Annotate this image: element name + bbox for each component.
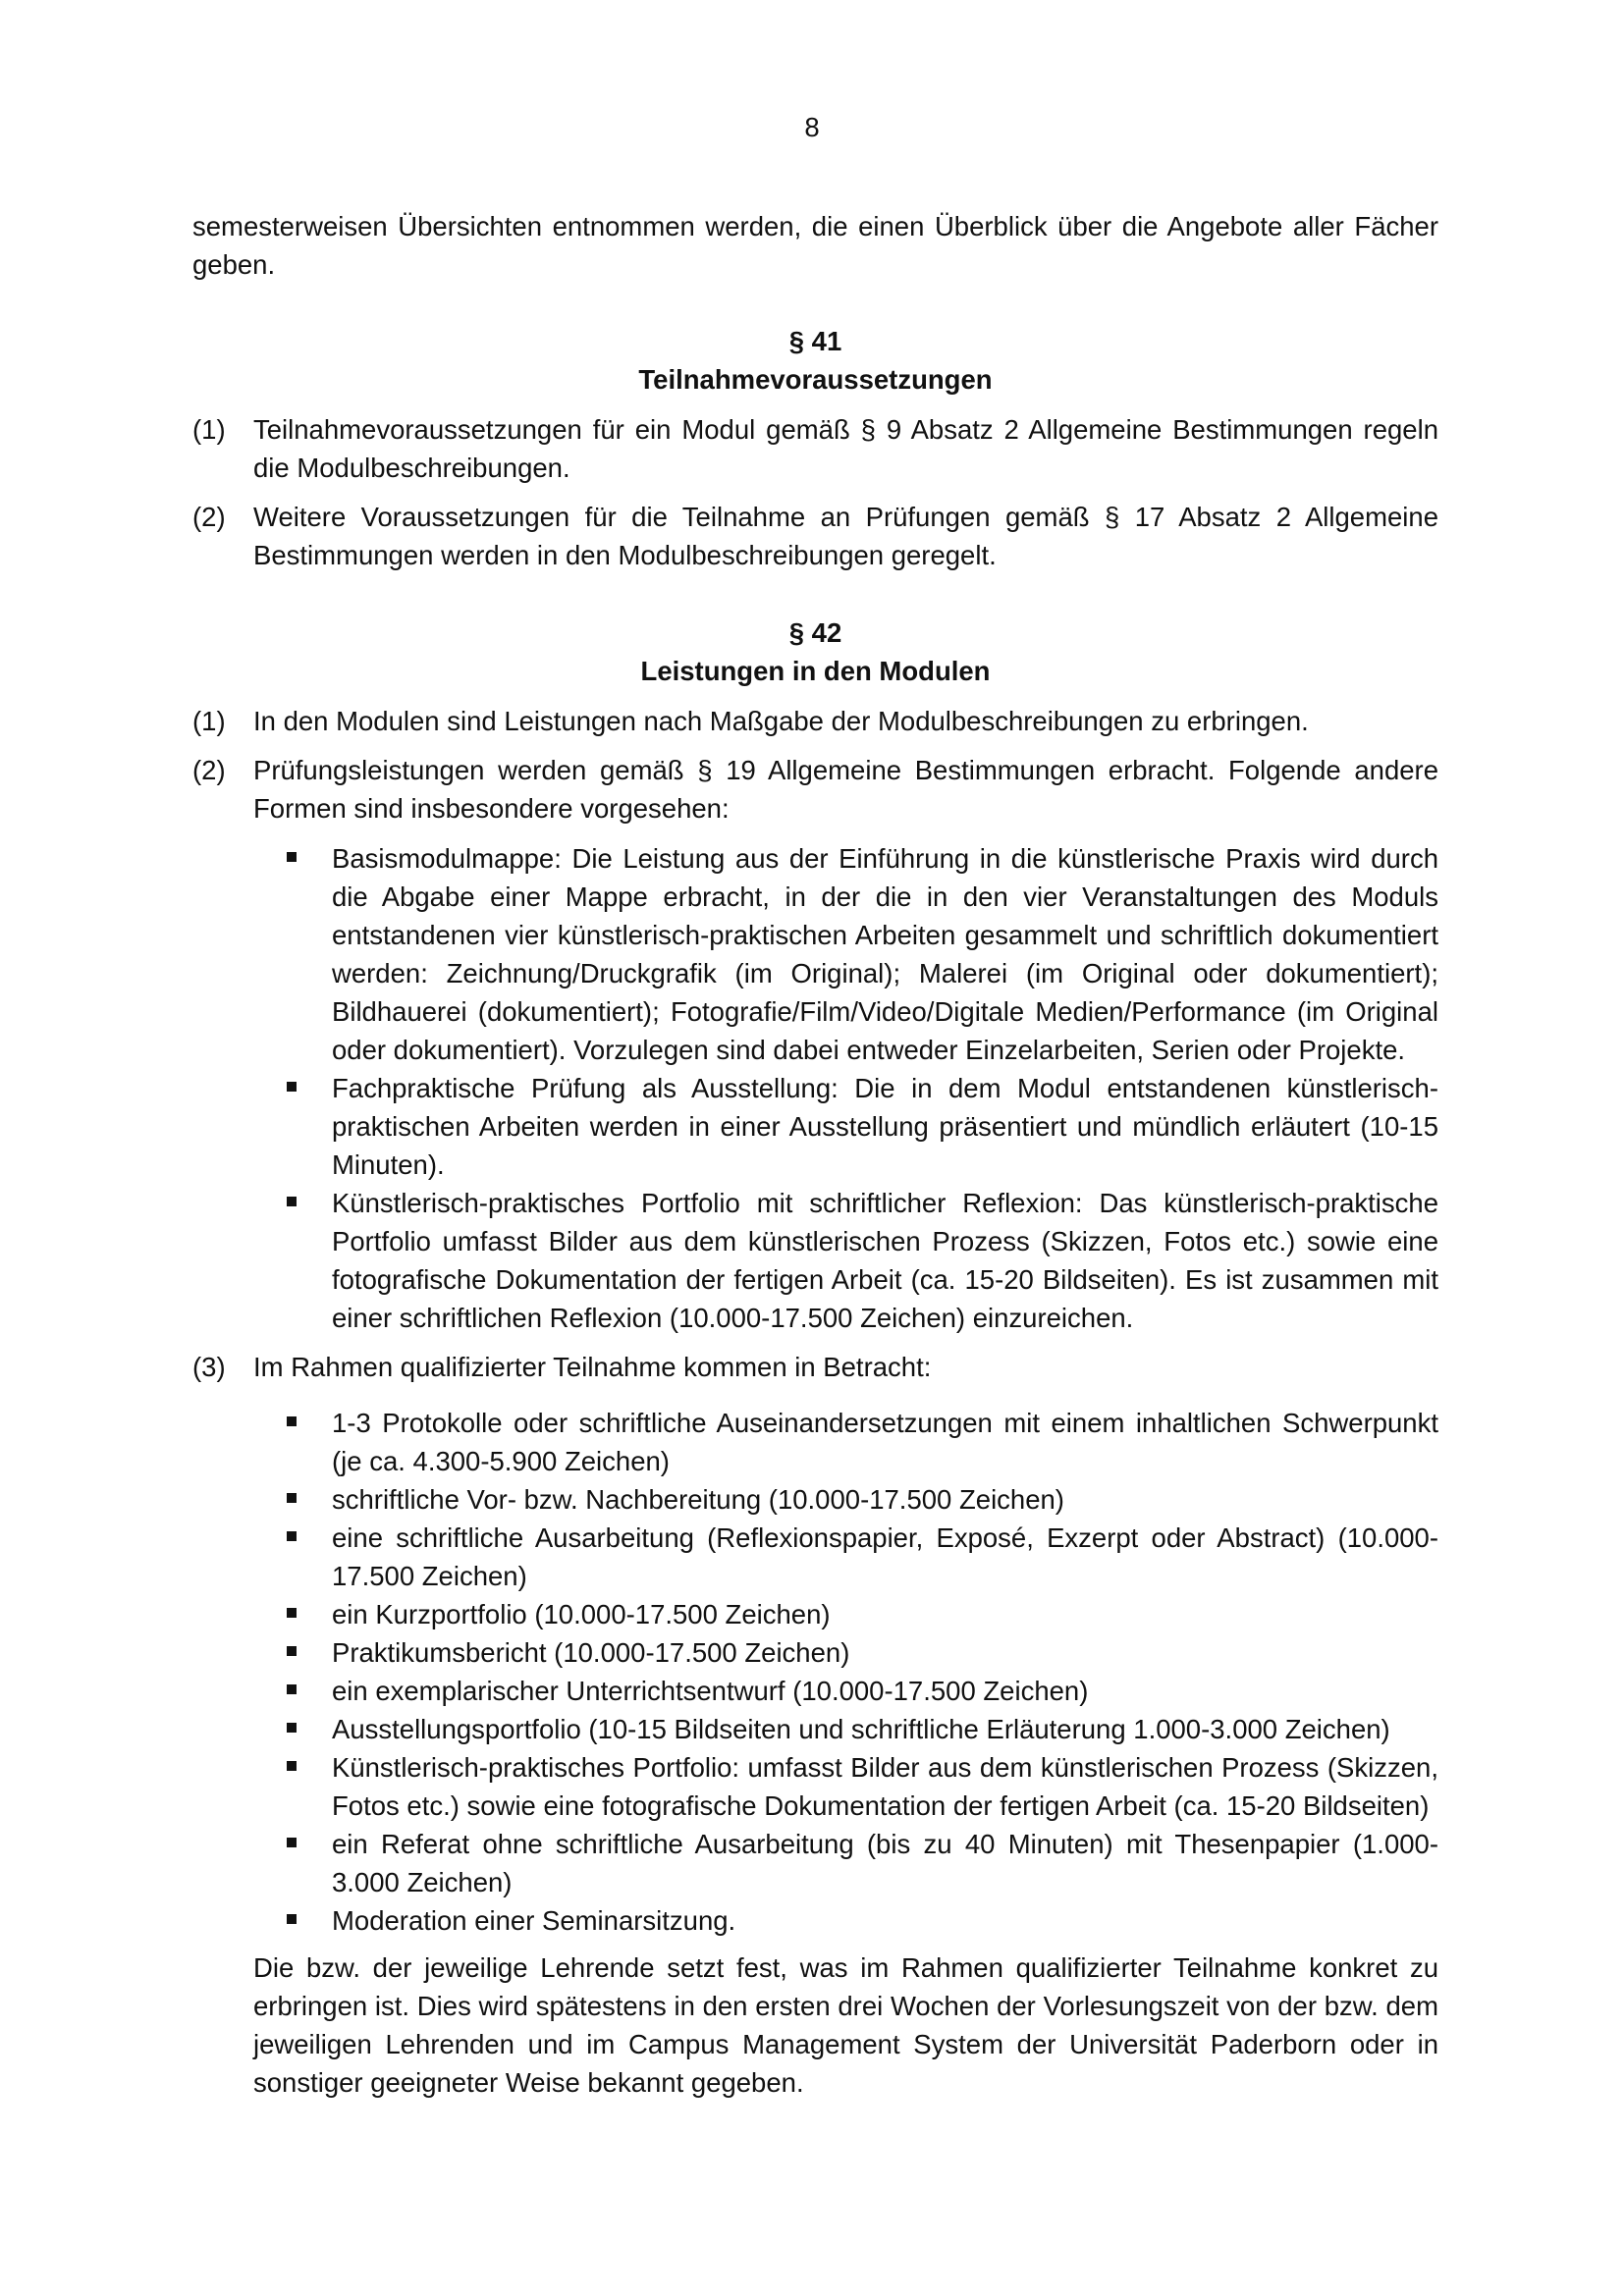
list-item: Basismodulmappe: Die Leistung aus der Einführung in die künstlerische Praxis wird durch die Abgabe einer Mappe erbracht, in der die in den vier Veranstaltungen des Moduls entstandenen vier künstlerisch-praktischen Arbeiten gesammelt und schriftlich dokumentiert werden: Zeichnung/Druckgrafik (im Original); Malerei (im Original oder dokumentiert); Bildhauerei (dokumentiert); Fotografie/Film/Video/Digitale Medien/Performance (im Original oder dokumentiert). Vorzulegen sind dabei entweder Einzelarbeiten, Serien oder Projekte. [253,839,1438,1069]
list-item: Fachpraktische Prüfung als Ausstellung: Die in dem Modul entstandenen künstlerisch-praktischen Arbeiten werden in einer Ausstellung präsentiert und mündlich erläutert (10-15 Minuten). [253,1069,1438,1184]
item-text: Weitere Voraussetzungen für die Teilnahme an Prüfungen gemäß § 17 Absatz 2 Allgemeine Bestimmungen werden in den Modulbeschreibungen geregelt. [253,502,1438,570]
exam-forms-list [253,839,1438,1337]
item-number: (3) [192,1352,226,1382]
bullet-square-icon [287,1838,297,1847]
bullet-square-icon [287,1684,297,1694]
page-number: 8 [804,112,820,142]
bullet-square-icon [287,1416,297,1426]
item-text: In den Modulen sind Leistungen nach Maßgabe der Modulbeschreibungen zu erbringen. [253,706,1309,736]
list-item: 1-3 Protokolle oder schriftliche Auseinandersetzungen mit einem inhaltlichen Schwerpunkt (je ca. 4.300-5.900 Zeichen) [253,1404,1438,1480]
section-41-item-1 [192,410,1438,487]
section-42-number: § 42 [788,617,842,648]
list-item: ein Referat ohne schriftliche Ausarbeitung (bis zu 40 Minuten) mit Thesenpapier (1.000-3.000 Zeichen) [253,1825,1438,1901]
closing-paragraph: Die bzw. der jeweilige Lehrende setzt fest, was im Rahmen qualifizierter Teilnahme konkret zu erbringen ist. Dies wird spätestens in den ersten drei Wochen der Vorlesungszeit von der bzw. dem jeweiligen Lehrenden und im Campus Management System der Universität Paderborn oder in sonstiger geeigneter Weise bekannt gegeben. [253,1952,1438,2098]
list-item: Künstlerisch-praktisches Portfolio: umfasst Bilder aus dem künstlerischen Prozess (Skizzen, Fotos etc.) sowie eine fotografische Dokumentation der fertigen Arbeit (ca. 15-20 Bildseiten) [253,1748,1438,1825]
list-item: schriftliche Vor- bzw. Nachbereitung (10.000-17.500 Zeichen) [253,1480,1438,1519]
bullet-square-icon [287,852,297,862]
section-42-item-1 [192,702,1438,740]
bullet-square-icon [287,1197,297,1206]
list-item: ein Kurzportfolio (10.000-17.500 Zeichen) [253,1595,1438,1633]
item-text: Prüfungsleistungen werden gemäß § 19 Allgemeine Bestimmungen erbracht. Folgende andere Formen sind insbesondere vorgesehen: [253,755,1438,824]
bullet-square-icon [287,1723,297,1733]
item-number: (1) [192,706,226,736]
bullet-square-icon [287,1493,297,1503]
section-42-item-3 [192,1348,1438,2102]
list-item: Moderation einer Seminarsitzung. [253,1901,1438,1940]
qualified-participation-list [253,1404,1438,1940]
page-content [192,207,1438,2129]
intro-paragraph: semesterweisen Übersichten entnommen werden, die einen Überblick über die Angebote aller Fächer geben. [192,211,1438,280]
list-item: Künstlerisch-praktisches Portfolio mit schriftlicher Reflexion: Das künstlerisch-praktische Portfolio umfasst Bilder aus dem künstlerischen Prozess (Skizzen, Fotos etc.) sowie eine fotografische Dokumentation der fertigen Arbeit (ca. 15-20 Bildseiten). Es ist zusammen mit einer schriftlichen Reflexion (10.000-17.500 Zeichen) einzureichen. [253,1184,1438,1337]
section-41-title: Teilnahmevoraussetzungen [638,364,993,395]
list-item: Ausstellungsportfolio (10-15 Bildseiten und schriftliche Erläuterung 1.000-3.000 Zeichen) [253,1710,1438,1748]
bullet-square-icon [287,1082,297,1092]
list-item: ein exemplarischer Unterrichtsentwurf (10.000-17.500 Zeichen) [253,1672,1438,1710]
list-item: Praktikumsbericht (10.000-17.500 Zeichen) [253,1633,1438,1672]
bullet-square-icon [287,1608,297,1618]
bullet-square-icon [287,1761,297,1771]
section-41-number: § 41 [788,326,842,356]
section-42-item-2 [192,751,1438,1337]
item-number: (2) [192,502,226,532]
item-number: (2) [192,755,226,785]
item-number: (1) [192,414,226,445]
list-item: eine schriftliche Ausarbeitung (Reflexionspapier, Exposé, Exzerpt oder Abstract) (10.000-17.500 Zeichen) [253,1519,1438,1595]
bullet-square-icon [287,1646,297,1656]
bullet-square-icon [287,1531,297,1541]
section-41-item-2 [192,498,1438,574]
item-text: Teilnahmevoraussetzungen für ein Modul gemäß § 9 Absatz 2 Allgemeine Bestimmungen regeln die Modulbeschreibungen. [253,414,1438,483]
bullet-square-icon [287,1914,297,1924]
item-text: Im Rahmen qualifizierter Teilnahme kommen in Betracht: [253,1352,932,1382]
section-42-title: Leistungen in den Modulen [640,656,991,686]
